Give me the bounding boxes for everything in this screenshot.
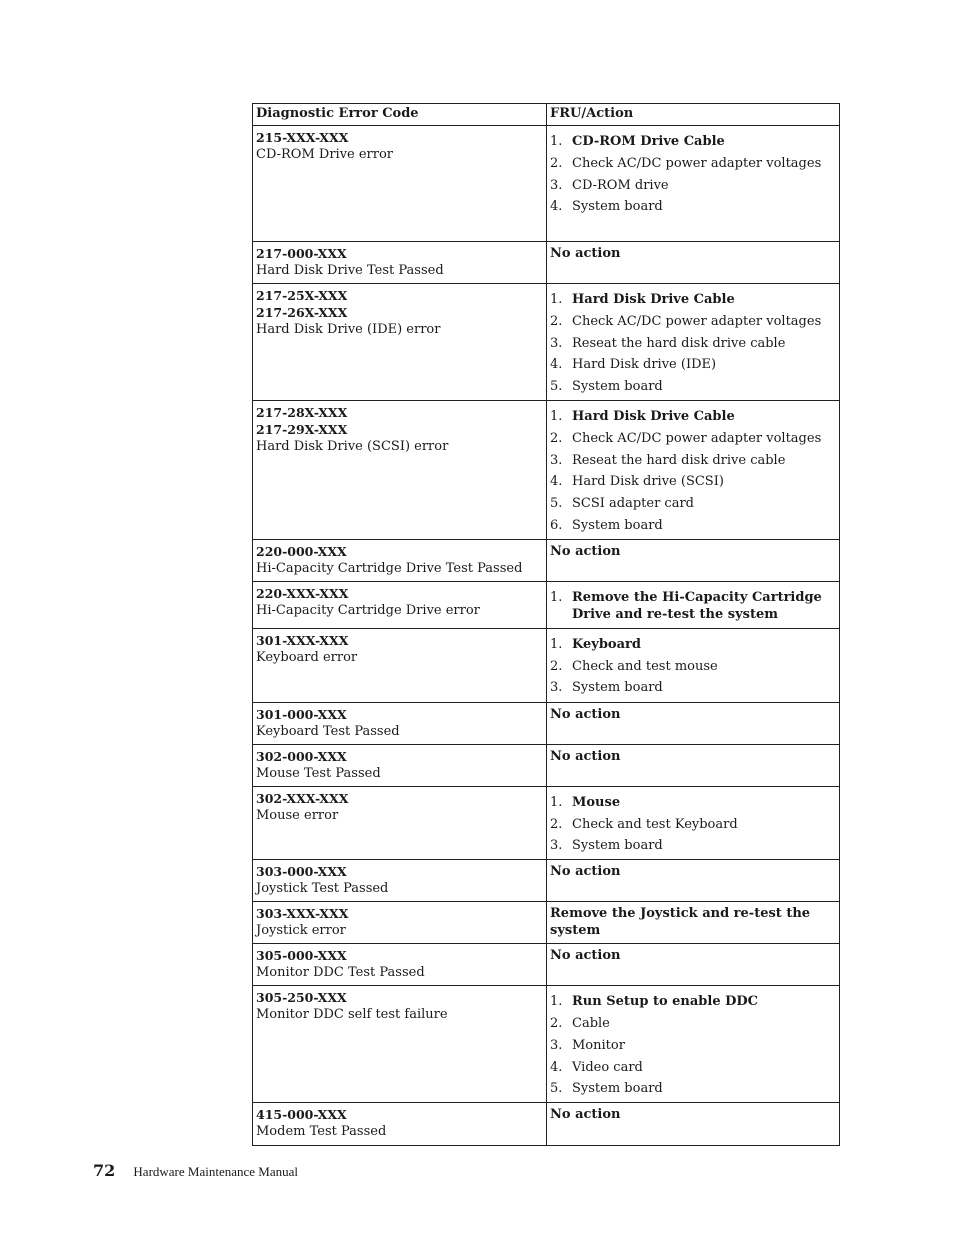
error-code: 217-000-XXX xyxy=(256,246,347,261)
table-row xyxy=(253,786,840,859)
error-code: 217-29X-XXX xyxy=(256,421,348,437)
action-text: Mouse xyxy=(572,794,621,810)
error-description: Keyboard Test Passed xyxy=(256,723,400,739)
error-code: 303-000-XXX xyxy=(256,864,347,880)
action-list xyxy=(550,408,836,534)
fru-action-cell xyxy=(547,744,840,786)
action-item: 5. System board xyxy=(550,378,836,395)
error-code: 305-250-XXX xyxy=(256,990,347,1006)
action-item: 1. Hard Disk Drive Cable xyxy=(550,291,836,308)
fru-action-cell xyxy=(547,1103,840,1146)
action-list xyxy=(550,589,836,623)
fru-action-cell xyxy=(547,126,840,242)
action-text: No action xyxy=(550,246,621,261)
fru-action-cell xyxy=(547,581,840,628)
action-text: Check and test Keyboard xyxy=(572,816,738,832)
action-text: Check AC/DC power adapter voltages xyxy=(572,430,822,446)
action-item: 1. Keyboard xyxy=(550,636,836,653)
fru-action-cell xyxy=(547,944,840,986)
table-row xyxy=(253,986,840,1103)
error-code: 217-28X-XXX xyxy=(256,404,348,420)
error-description: Hard Disk Drive (IDE) error xyxy=(256,322,441,337)
error-code-cell xyxy=(253,902,547,944)
action-text: SCSI adapter card xyxy=(572,496,695,512)
footer-title: Hardware Maintenance Manual xyxy=(133,1164,298,1179)
error-code-cell xyxy=(253,126,547,242)
action-list xyxy=(550,794,836,855)
error-code: 301-XXX-XXX xyxy=(256,632,349,648)
fru-action-cell xyxy=(547,284,840,401)
action-item: 4. Hard Disk drive (SCSI) xyxy=(550,473,836,490)
action-item: 2. Check AC/DC power adapter voltages xyxy=(550,155,836,172)
error-description: Hi-Capacity Cartridge Drive error xyxy=(256,602,480,618)
table-row xyxy=(253,702,840,744)
fru-action-cell xyxy=(547,860,840,902)
header-diagnostic-code: Diagnostic Error Code xyxy=(253,104,547,126)
action-text: Hard Disk drive (SCSI) xyxy=(572,474,724,490)
header-fru-action: FRU/Action xyxy=(547,104,840,126)
error-description: CD-ROM Drive error xyxy=(256,147,394,162)
error-code-cell xyxy=(253,539,547,581)
error-code-cell xyxy=(253,786,547,859)
action-item: 2. Check AC/DC power adapter voltages xyxy=(550,313,836,330)
page-footer xyxy=(93,1161,298,1180)
fru-action-cell xyxy=(547,902,840,944)
error-code: 302-XXX-XXX xyxy=(256,790,349,806)
action-text: CD-ROM Drive Cable xyxy=(572,134,725,149)
action-text: Hard Disk drive (IDE) xyxy=(572,357,717,373)
error-code-cell xyxy=(253,1103,547,1146)
error-code-cell xyxy=(253,242,547,284)
error-code: 415-000-XXX xyxy=(256,1107,347,1123)
error-code-cell xyxy=(253,986,547,1103)
action-item: 3. System board xyxy=(550,837,836,854)
action-item: 1. Hard Disk Drive Cable xyxy=(550,408,836,425)
action-text: System board xyxy=(572,379,663,395)
table-row xyxy=(253,628,840,702)
action-text: Check and test mouse xyxy=(572,658,718,674)
action-text: System board xyxy=(572,199,663,215)
action-text: System board xyxy=(572,1081,663,1097)
action-text: Remove the Hi-Capacity Cartridge Drive and re-test the system xyxy=(572,589,822,622)
fru-action-cell xyxy=(547,786,840,859)
error-description: Modem Test Passed xyxy=(256,1124,387,1140)
table-row xyxy=(253,539,840,581)
action-item: 1. Mouse xyxy=(550,794,836,811)
action-text: Reseat the hard disk drive cable xyxy=(572,452,786,468)
table-header-row xyxy=(253,104,840,126)
error-description: Hi-Capacity Cartridge Drive Test Passed xyxy=(256,560,523,576)
error-code: 301-000-XXX xyxy=(256,706,347,722)
action-item: 4. System board xyxy=(550,198,836,215)
action-item: 3. Reseat the hard disk drive cable xyxy=(550,335,836,352)
action-text: System board xyxy=(572,838,663,854)
table-row xyxy=(253,581,840,628)
action-text: No action xyxy=(550,706,621,722)
action-item: 3. CD-ROM drive xyxy=(550,177,836,194)
error-description: Hard Disk Drive (SCSI) error xyxy=(256,438,449,454)
action-text: Hard Disk Drive Cable xyxy=(572,292,735,307)
error-code: 217-26X-XXX xyxy=(256,305,348,320)
error-description: Keyboard error xyxy=(256,649,358,665)
error-description: Hard Disk Drive Test Passed xyxy=(256,263,444,278)
table-row xyxy=(253,400,840,539)
error-code-cell xyxy=(253,581,547,628)
action-text: No action xyxy=(550,1107,621,1123)
action-text: No action xyxy=(550,543,621,559)
action-list xyxy=(550,133,836,215)
table-row xyxy=(253,902,840,944)
action-item: 4. Hard Disk drive (IDE) xyxy=(550,356,836,373)
action-list xyxy=(550,636,836,697)
action-text: No action xyxy=(550,864,621,880)
error-description: Mouse Test Passed xyxy=(256,765,381,781)
error-description: Monitor DDC self test failure xyxy=(256,1007,448,1023)
action-text: Remove the Joystick and re-test the system xyxy=(550,906,811,939)
error-code-cell xyxy=(253,284,547,401)
action-text: Check AC/DC power adapter voltages xyxy=(572,313,822,329)
action-item: 5. SCSI adapter card xyxy=(550,495,836,512)
action-item: 6. System board xyxy=(550,517,836,534)
table-row xyxy=(253,126,840,242)
error-code: 303-XXX-XXX xyxy=(256,906,349,922)
error-description: Joystick Test Passed xyxy=(256,881,389,897)
error-code: 215-XXX-XXX xyxy=(256,130,349,145)
action-item: 1. Remove the Hi-Capacity Cartridge Drive and re-test the system xyxy=(550,589,836,623)
page-number: 72 xyxy=(93,1161,116,1180)
fru-action-cell xyxy=(547,242,840,284)
action-text: Run Setup to enable DDC xyxy=(572,994,759,1010)
error-code-cell xyxy=(253,744,547,786)
error-code: 302-000-XXX xyxy=(256,748,347,764)
fru-action-cell xyxy=(547,986,840,1103)
action-text: Hard Disk Drive Cable xyxy=(572,408,735,424)
action-text: System board xyxy=(572,517,663,533)
error-description: Monitor DDC Test Passed xyxy=(256,965,425,981)
table-row xyxy=(253,242,840,284)
table-row xyxy=(253,860,840,902)
action-text: Check AC/DC power adapter voltages xyxy=(572,155,822,171)
action-text: Reseat the hard disk drive cable xyxy=(572,335,786,351)
error-code-cell xyxy=(253,400,547,539)
action-item: 1. CD-ROM Drive Cable xyxy=(550,133,836,150)
action-text: CD-ROM drive xyxy=(572,177,669,193)
error-code: 220-XXX-XXX xyxy=(256,585,349,601)
fru-action-cell xyxy=(547,702,840,744)
action-item: 4. Video card xyxy=(550,1059,836,1076)
action-list xyxy=(550,993,836,1097)
error-code: 305-000-XXX xyxy=(256,948,347,964)
action-item: 2. Check and test mouse xyxy=(550,658,836,675)
action-list xyxy=(550,291,836,395)
error-code-cell xyxy=(253,702,547,744)
error-description: Joystick error xyxy=(256,923,346,939)
error-description: Mouse error xyxy=(256,807,339,823)
action-text: System board xyxy=(572,680,663,696)
diagnostic-error-table xyxy=(252,103,840,1146)
action-item: 3. Monitor xyxy=(550,1037,836,1054)
table-row xyxy=(253,284,840,401)
error-code: 220-000-XXX xyxy=(256,543,347,559)
action-text: Monitor xyxy=(572,1037,625,1053)
action-item: 3. System board xyxy=(550,679,836,696)
action-item: 1. Run Setup to enable DDC xyxy=(550,993,836,1010)
action-item: 2. Check and test Keyboard xyxy=(550,816,836,833)
action-item: 5. System board xyxy=(550,1080,836,1097)
error-code-cell xyxy=(253,944,547,986)
fru-action-cell xyxy=(547,400,840,539)
table-row xyxy=(253,944,840,986)
action-item: 3. Reseat the hard disk drive cable xyxy=(550,452,836,469)
action-text: Keyboard xyxy=(572,636,641,652)
fru-action-cell xyxy=(547,539,840,581)
action-text: Cable xyxy=(572,1015,610,1031)
error-code: 217-25X-XXX xyxy=(256,288,348,303)
error-code-cell xyxy=(253,860,547,902)
action-text: No action xyxy=(550,948,621,964)
action-item: 2. Check AC/DC power adapter voltages xyxy=(550,430,836,447)
action-text: No action xyxy=(550,748,621,764)
action-text: Video card xyxy=(572,1059,643,1075)
fru-action-cell xyxy=(547,628,840,702)
table-row xyxy=(253,744,840,786)
diagnostic-table-container xyxy=(252,103,839,1146)
error-code-cell xyxy=(253,628,547,702)
table-row xyxy=(253,1103,840,1146)
action-item: 2. Cable xyxy=(550,1015,836,1032)
